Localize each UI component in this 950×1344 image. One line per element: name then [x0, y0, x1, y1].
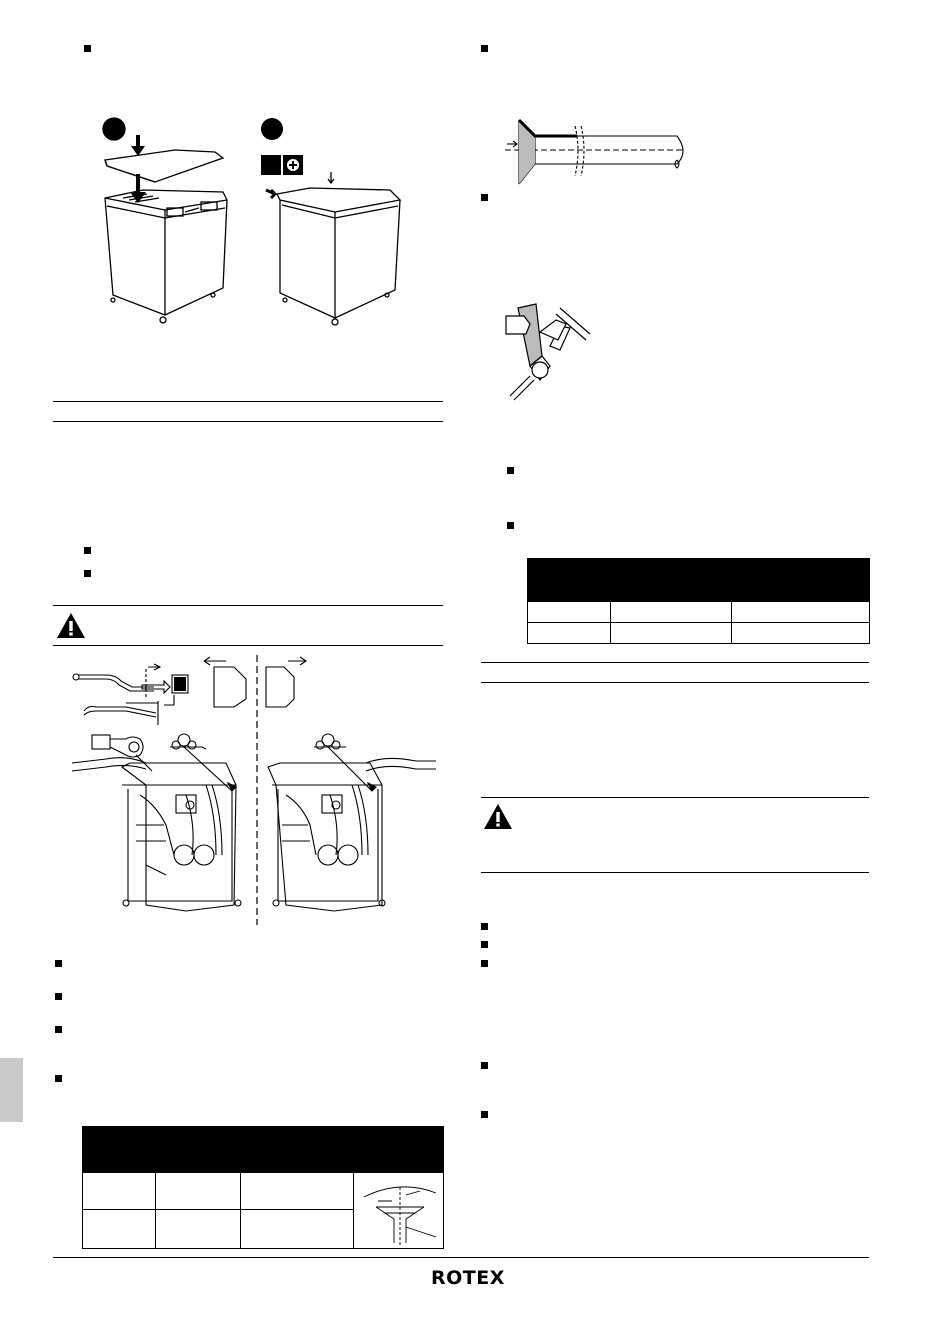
warning-rule: [53, 605, 443, 606]
bullet-marker: [481, 45, 488, 52]
section-rule: [481, 662, 869, 663]
pipe-preparation-figure: [66, 655, 442, 925]
bullet-marker: [84, 570, 91, 577]
brand-logo: ROTEX: [431, 1267, 505, 1289]
bullet-marker: [481, 960, 488, 967]
footer-rule: [53, 1257, 869, 1258]
bullet-marker: [481, 194, 488, 201]
warning-rule: [481, 872, 869, 873]
torque-table: [527, 558, 870, 644]
bullet-marker: [55, 960, 62, 967]
flare-angle-icon: [360, 1177, 440, 1247]
bullet-marker: [84, 547, 91, 554]
flare-table: [82, 1126, 444, 1249]
bullet-marker: [507, 522, 514, 529]
bullet-marker: [55, 1075, 62, 1082]
section-rule: [481, 682, 869, 683]
flared-pipe-figure: [505, 112, 705, 192]
chapter-tab: [0, 1058, 23, 1122]
bullet-marker: [481, 1062, 488, 1069]
warning-icon: [56, 612, 86, 639]
bullet-marker: [55, 1026, 62, 1033]
bullet-marker: [507, 467, 514, 474]
bullet-marker: [84, 45, 91, 52]
warning-rule: [481, 797, 869, 798]
bullet-marker: [481, 1111, 488, 1118]
warning-rule: [53, 645, 443, 646]
section-rule: [53, 401, 443, 402]
bullet-marker: [55, 993, 62, 1000]
cover-assembly-figure: [95, 110, 415, 330]
warning-icon: [483, 803, 513, 830]
section-rule: [53, 421, 443, 422]
bullet-marker: [481, 941, 488, 948]
bullet-marker: [481, 923, 488, 930]
torque-wrench-figure: [500, 296, 600, 406]
